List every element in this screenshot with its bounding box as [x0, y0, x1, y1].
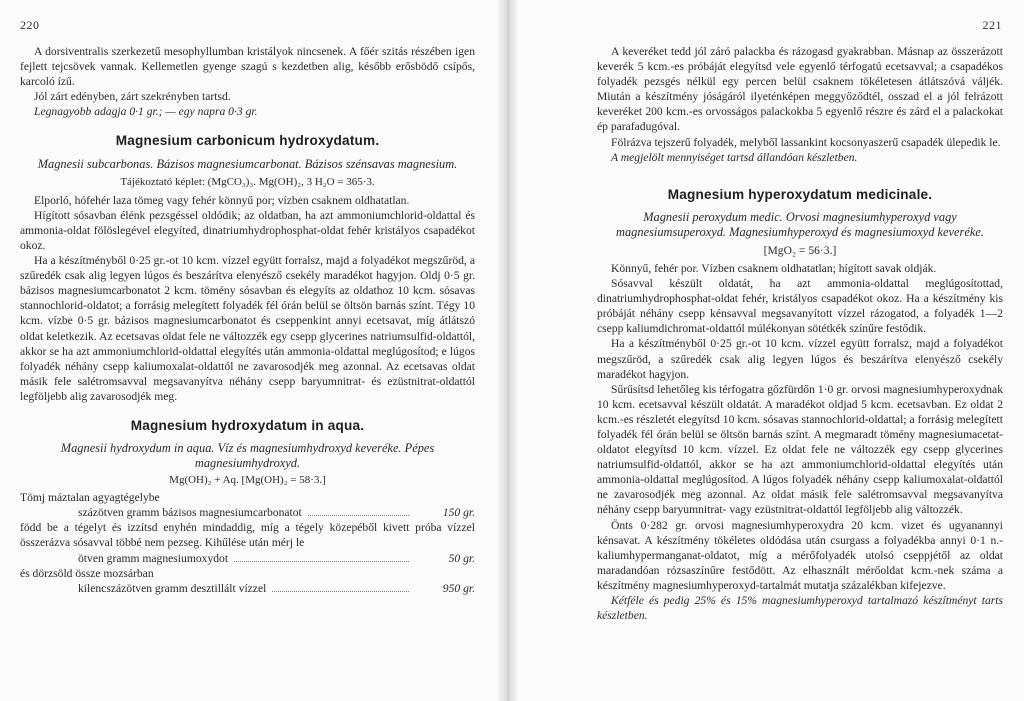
- section-heading: Magnesium hydroxydatum in aqua.: [130, 417, 365, 433]
- ingredient-label: kilencszázötven gramm desztillált vízzel: [78, 581, 267, 595]
- purity-paragraph: Ha a készítményből 0·25 gr.-ot 10 kcm. vízzel együtt forralsz, majd a folyadékot megszűröd, a szűredék csak alig legyen lúgos és beszárítva elenyésző csekély maradékot hagyjon. Oldj 0·5 gr. bázisos magnesiumcarbonatot 2 kcm. tömény sósavban és elegyíts az oldathoz 10 kcm. sósavas stannochlorid-oldatot; a forrásig melegített folyadék fél órán belül se öltsön barnás színt. Tégy 10 kcm. vízbe 0·5 gr. bázisos magnesiumcarbonatot és cseppenkint annyi ecetsavat, míg átlátszó oldat keletkezik. Az ecetsavas oldat fele ne változzék egy csepp glycerines natriumsulfid-oldattól, akkor se ha azt ammoniumchlorid-oldattal elegyítés után ammonia-oldattal meglúgosítod; e lúgos folyadék néhány csepp kaliumoxalat-oldattól ne zavarosodjék meg azonnal. Az ecetsavas oldat másik fele salétromsavval megsavanyítva néhány csepp baryumnitrat- és ezüstnitrat-oldattól legföljebb alig zavarosodjék meg.: [20, 254, 475, 403]
- recipe-ingredient: [20, 505, 475, 520]
- right-page-body: [597, 44, 1003, 623]
- section-heading: Magnesium hyperoxydatum medicinale.: [667, 186, 933, 202]
- recipe-text: Tömj máztalan agyagtégelybe: [20, 491, 160, 505]
- ingredient-quantity: 50 gr.: [448, 551, 475, 565]
- purity-paragraph: Ha a készítményből 0·25 gr.-ot 10 kcm. vízzel együtt forralsz, majd a folyadékot megszűröd, a szűredék csak alig legyen lúgos és beszárítva elenyésző csekély maradékot hagyjon.: [597, 337, 1003, 381]
- recipe-text: és dörzsöld össze mozsárban: [20, 566, 154, 580]
- ingredient-quantity: 950 gr.: [442, 581, 475, 595]
- recipe: [20, 490, 475, 596]
- recipe-ingredient: [20, 581, 475, 596]
- continuation-paragraph: A keveréket tedd jól záró palackba és rázogasd gyakrabban. Másnap az összerázott keverék 5 kcm.-es próbáját elegyítsd vele egyenlő térfogatú ecetsavval; a csapadékos folyadék pezsgés nélkül egy percen belül csaknem tökéletesen átlátszóvá váljék. Miután a készítmény jóságáról ilyeténképen meggyőződtél, osszad el a jól felrázott keveréket 200 kcm.-es orvosságos palackokba 5 egyenlő részre és zárd el a palackokat ép parafadugóval.: [597, 45, 1003, 134]
- section-synonyms: Magnesii peroxydum medic. Orvosi magnesiumhyperoxyd vagy magnesiumsuperoxyd. Magnesiumhyperoxyd és magnesiumoxyd keveréke.: [616, 209, 984, 239]
- page-number: 220: [20, 18, 40, 32]
- assay-paragraph: Önts 0·282 gr. orvosi magnesiumhyperoxydra 20 kcm. vizet és ugyanannyi kénsavat. A készítmény tökéletes oldódása után csurgass a folyadékba annyi 0·1 n.-kaliumhypermanganat-oldatot, míg a mérőfolyadék utolsó cseppjétől az oldat maradandóan rózsaszínűre festődött. Az elhasznált mérőoldat kcm.-nek száma a készítmény magnesiumhyperoxyd-tartalmát mutatja százalékban kifejezve.: [597, 518, 1003, 592]
- book-gutter: [498, 0, 518, 701]
- storage-note: Jól zárt edényben, zárt szekrényben tartsd.: [34, 90, 231, 104]
- recipe-ingredient: [20, 551, 475, 566]
- dosage-note: Legnagyobb adagja 0·1 gr.; — egy napra 0·3 gr.: [34, 105, 258, 119]
- identification-paragraph: Hígított sósavban élénk pezsgéssel oldódik; az oldatban, ha azt ammoniumchlorid-oldattal és ammonia-oldat fölöslegével elegyíted, dinatriumhydrophosphat-oldat fehér kristályos csapadékot okoz.: [20, 208, 475, 252]
- description-paragraph: Könnyű, fehér por. Vízben csaknem oldhatatlan; hígított savak oldják.: [611, 261, 937, 275]
- section-formula: [MgO₂ = 56·3.]: [763, 243, 837, 257]
- purity-paragraph: Sűrűsítsd lehetőleg kis térfogatra gőzfürdőn 1·0 gr. orvosi magnesiumhyperoxydnak 10 kcm. ecetsavval készült oldatát. A maradékot oldjad 5 kcm. ecetsavban. Ez oldat 2 kcm.-es részletét elegyítsd 10 kcm. sósavas stannochlorid-oldattal; a forrásig melegített folyadék fél órán belül se öltsön barnás színt. A megmaradt tömény magnesiumacetat-oldatot elegyítsd 10 kcm. vízzel. Ez oldat fele ne változzék egy csepp glycerines natriumsulfid-oldattól, akkor se ha azt ammoniumchlorid-oldattal elegyítés után ammonia-oldattal meglúgosítod. A lúgos folyadék néhány csepp kaliumoxalat-oldattól ne zavarosodjék meg azonnal. Az oldat másik fele salétromsavval megsavanyítva néhány csepp baryumnitrat- vagy ezüstnitrat-oldattól legföljebb alig változzék.: [597, 382, 1003, 517]
- section-formula: Mg(OH)₂ + Aq. [Mg(OH)₂ = 58·3.]: [169, 474, 326, 487]
- section-synonyms: Magnesii hydroxydum in aqua. Víz és magnesiumhydroxyd keveréke. Pépes magnesiumhydroxyd.: [60, 441, 435, 471]
- intro-paragraph: A dorsiventralis szerkezetű mesophyllumban kristályok nincsenek. A főér szitás részében igen fejlett tejcsövek vannak. Kellemetlen gyenge szagú s kezdetben alig, később erősbödő csípős, karcoló ízű.: [20, 45, 475, 89]
- ingredient-label: ötven gramm magnesiumoxydot: [78, 551, 229, 565]
- leader-dots: [272, 591, 409, 592]
- description-paragraph: Elporló, hófehér laza tömeg vagy fehér könnyű por; vízben csaknem oldhatatlan.: [34, 193, 410, 207]
- appearance-note: Fölrázva tejszerű folyadék, melyből lassankint kocsonyaszerű csapadék ülepedik le.: [611, 135, 1001, 149]
- ingredient-quantity: 150 gr.: [442, 506, 475, 520]
- left-page: [0, 0, 500, 701]
- stock-note: Kétféle és pedig 25% és 15% magnesiumhyperoxyd tartalmazó készítményt tarts készletben.: [597, 594, 1003, 623]
- left-page-body: [20, 44, 475, 596]
- page-number: 221: [982, 18, 1002, 32]
- section-formula: Tájékoztató képlet: (MgCO₃)₃. Mg(OH)₂, 3 H₂O = 365·3.: [120, 175, 375, 188]
- stock-note: A megjelölt mennyiséget tartsd állandóan készletben.: [611, 150, 858, 164]
- right-page: [520, 0, 1024, 701]
- leader-dots: [234, 561, 409, 562]
- ingredient-label: százötven gramm bázisos magnesiumcarbonatot: [78, 506, 302, 520]
- section-synonyms: Magnesii subcarbonas. Bázisos magnesiumcarbonat. Bázisos szénsavas magnesium.: [37, 156, 458, 171]
- leader-dots: [308, 515, 409, 516]
- recipe-text: född be a tégelyt és izzítsd enyhén mindaddig, míg a tégely közepéből kivett próba vízzel összerázva sósavval többé nem pezseg. Kihűlése után mérj le: [20, 521, 475, 550]
- section-heading: Magnesium carbonicum hydroxydatum.: [115, 133, 380, 149]
- identification-paragraph: Sósavval készült oldatát, ha azt ammonia-oldattal meglúgosítottad, dinatriumhydrophosphat-oldat fehér, kristályos csapadékot okoz. Ha a készítmény kis próbáját néhány csepp kénsavval megsavanyított vízzel rázogatod, a folyadék 1—2 csepp kaliumdichromat-oldattól múlékonyan sötétkék színűre festődik.: [597, 277, 1003, 336]
